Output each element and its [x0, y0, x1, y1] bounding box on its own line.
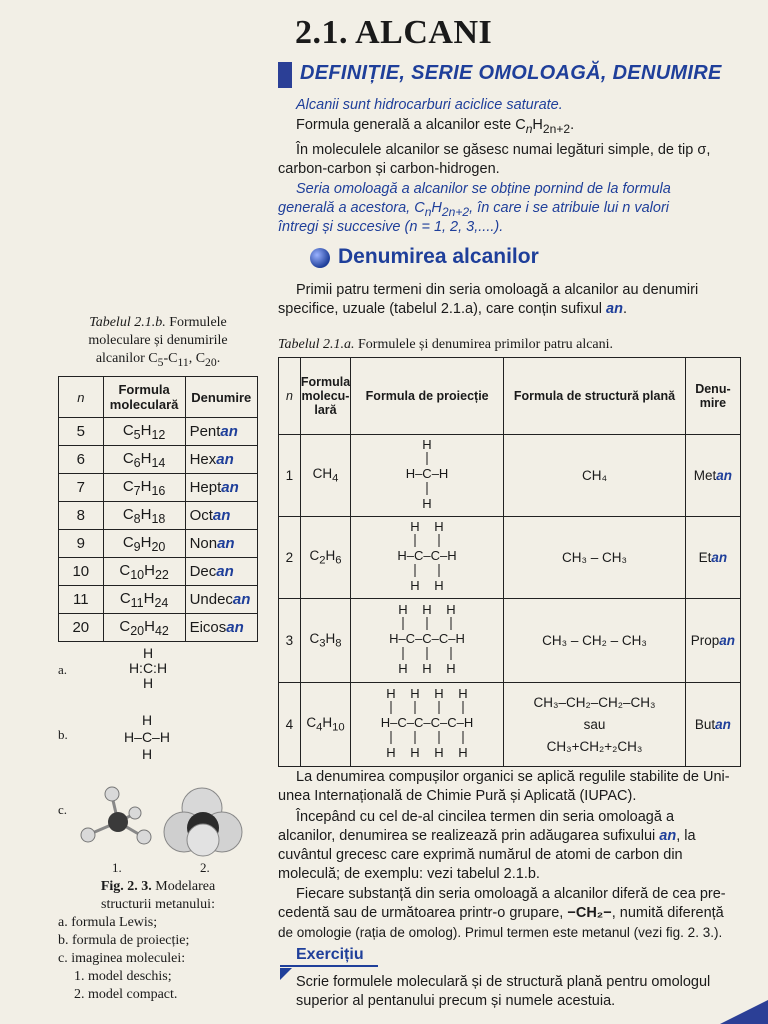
diff-line-3: de omologie (rația de omolog). Primul termen este metanul (vezi fig. 2. 3.).	[278, 925, 723, 940]
projection-formula	[351, 517, 504, 599]
row-molecular-formula: $C_5H_{12}$	[103, 418, 185, 446]
bullet-icon	[310, 248, 330, 268]
naming-line-3: cuvântul grecesc care exprimă numărul de atomi de carbon din	[278, 847, 683, 863]
row-name: Metan	[685, 435, 740, 517]
model-number-1: 1.	[112, 860, 122, 875]
table-row	[279, 435, 741, 517]
row-molecular-formula: $C_2H_6$	[300, 517, 350, 599]
series-line-2: generală a acestora, $C_nH_{2n+2}$, în care i se atribuie lui n valori	[278, 200, 669, 219]
table-row	[59, 474, 258, 502]
svg-text:H: H	[398, 661, 408, 676]
svg-text:H: H	[422, 602, 432, 617]
space-filling-model	[164, 788, 242, 856]
lewis-formula: H H:C:H H	[128, 645, 168, 691]
definition-text: Alcanii sunt hidrocarburi aciclice saturate.	[296, 97, 563, 113]
table-row	[279, 599, 741, 683]
exercise-underline	[280, 965, 378, 967]
fig-label-a: a.	[58, 662, 68, 677]
svg-text:H: H	[386, 745, 396, 760]
svg-text:H: H	[386, 686, 396, 701]
projection-formula: H H–C–H H	[124, 712, 170, 762]
svg-text:H: H	[410, 686, 420, 701]
model-number-2: 2.	[200, 860, 210, 875]
row-name: Decan	[185, 558, 257, 586]
row-n: 8	[59, 502, 104, 530]
naming-line-2: alcanilor, denumirea se realizează prin adăugarea sufixului an, la	[278, 828, 696, 844]
table-row	[59, 418, 258, 446]
row-name: Octan	[185, 502, 257, 530]
table-a	[278, 357, 741, 767]
header-name: Denu- mire	[685, 358, 740, 435]
general-formula: Formula generală a alcanilor este $C_nH_{2n+2}$.	[296, 117, 575, 136]
header-formula: Formula moleculară	[103, 377, 185, 418]
svg-text:H: H	[398, 602, 408, 617]
series-line-3: întregi și succesive (n = 1, 2, 3,....).	[278, 219, 504, 235]
row-name: Hexan	[185, 446, 257, 474]
row-molecular-formula: $C_4H_{10}$	[300, 683, 350, 767]
figure-caption: Fig. 2. 3. Modelarea structurii metanului: a. formula Lewis; b. formula de proiecție; c. imaginea moleculei: 1. model deschis; 2. model compact.	[58, 879, 216, 1002]
row-n: 1	[279, 435, 301, 517]
svg-text:H–C–C–C–C–H: H–C–C–C–C–H	[380, 715, 474, 730]
header-molecular-formula: Formula molecu- lară	[300, 358, 350, 435]
row-name: Undecan	[185, 586, 257, 614]
row-n: 10	[59, 558, 104, 586]
row-structure: CH₃–CH₂–CH₂–CH₃ sau CH₃+CH₂+₂CH₃	[504, 683, 686, 767]
bonds-line-2: carbon-carbon și carbon-hidrogen.	[278, 161, 500, 177]
row-structure: CH₃ – CH₃	[504, 517, 686, 599]
iupac-line-1: La denumirea compușilor organici se aplică regulile stabilite de Uni-	[296, 769, 730, 785]
svg-text:H: H	[410, 745, 420, 760]
svg-text:H: H	[422, 661, 432, 676]
table-b-header	[59, 377, 258, 418]
fig-label-c: c.	[58, 802, 68, 817]
row-n: 20	[59, 614, 104, 642]
row-structure: CH₃ – CH₂ – CH₃	[504, 599, 686, 683]
row-molecular-formula: $C_9H_{20}$	[103, 530, 185, 558]
intro-line-1: Primii patru termeni din seria omoloagă a alcanilor au denumiri	[296, 282, 699, 298]
page-corner-mark	[720, 1000, 768, 1024]
naming-line-1: Începând cu cel de-al cincilea termen din seria omoloagă a	[296, 809, 675, 825]
table-row	[59, 614, 258, 642]
subsection-title: Denumirea alcanilor	[338, 245, 539, 268]
row-molecular-formula: $C_{10}H_{22}$	[103, 558, 185, 586]
svg-text:H–C–C–H: H–C–C–H	[397, 548, 457, 563]
svg-text:H: H	[422, 496, 432, 511]
svg-text:H: H	[410, 519, 420, 534]
header-projection: Formula de proiecție	[351, 358, 504, 435]
row-name: Nonan	[185, 530, 257, 558]
svg-text:H: H	[458, 745, 468, 760]
header-n: n	[59, 377, 104, 418]
table-b	[58, 376, 258, 642]
page-title: 2.1. ALCANI	[295, 14, 493, 51]
row-n: 4	[279, 683, 301, 767]
projection-formula	[351, 683, 504, 767]
row-molecular-formula: $CH_4$	[300, 435, 350, 517]
svg-text:H: H	[434, 578, 444, 593]
ethane-projection-drawing	[351, 517, 503, 595]
row-n: 6	[59, 446, 104, 474]
header-name: Denumire	[185, 377, 257, 418]
table-row	[279, 683, 741, 767]
row-molecular-formula: $C_6H_{14}$	[103, 446, 185, 474]
intro-line-2: specifice, uzuale (tabelul 2.1.a), care conțin sufixul an.	[278, 301, 627, 317]
table-row	[59, 530, 258, 558]
svg-text:H: H	[458, 686, 468, 701]
row-n: 11	[59, 586, 104, 614]
table-row	[279, 517, 741, 599]
svg-text:H: H	[410, 578, 420, 593]
svg-text:H–C–H: H–C–H	[405, 466, 449, 481]
row-n: 5	[59, 418, 104, 446]
iupac-line-2: unea Internațională de Chimie Pură și Aplicată (IUPAC).	[278, 788, 637, 804]
row-structure: CH₄	[504, 435, 686, 517]
section-bar	[278, 62, 292, 88]
svg-text:H: H	[446, 661, 456, 676]
exercise-title: Exercițiu	[296, 946, 364, 963]
row-molecular-formula: $C_{11}H_{24}$	[103, 586, 185, 614]
table-b-caption: Tabelul 2.1.b. Formulele moleculare și denumirile alcanilor $C_5-C_{11}$, $C_{20}$.	[88, 315, 228, 369]
butane-projection-drawing	[351, 683, 503, 763]
row-name: Heptan	[185, 474, 257, 502]
svg-text:H: H	[434, 519, 444, 534]
series-line-1: Seria omoloagă a alcanilor se obține pornind de la formula	[296, 181, 671, 197]
ball-and-stick-model	[81, 787, 151, 844]
exercise-line-1: Scrie formulele moleculară și de structură plană pentru omologul	[296, 974, 711, 990]
row-n: 9	[59, 530, 104, 558]
projection-formula	[351, 435, 504, 517]
row-name: Pentan	[185, 418, 257, 446]
row-molecular-formula: $C_7H_{16}$	[103, 474, 185, 502]
methane-projection-drawing	[351, 435, 503, 513]
exercise-corner-mark	[280, 968, 292, 980]
svg-text:H: H	[434, 745, 444, 760]
header-n: n	[279, 358, 301, 435]
row-molecular-formula: $C_{20}H_{42}$	[103, 614, 185, 642]
svg-text:H: H	[446, 602, 456, 617]
exercise-line-2: superior al pentanului precum și numele acestuia.	[296, 993, 616, 1009]
section-title: DEFINIȚIE, SERIE OMOLOAGĂ, DENUMIRE	[300, 62, 722, 84]
propane-projection-drawing	[351, 599, 503, 679]
row-name: Propan	[685, 599, 740, 683]
svg-text:H: H	[422, 437, 432, 452]
diff-line-2: cedentă sau de următoarea printr-o grupare, −CH₂−, numită diferență	[278, 905, 724, 921]
bonds-line-1: În moleculele alcanilor se găsesc numai legături simple, de tip σ,	[296, 142, 711, 158]
svg-text:H: H	[434, 686, 444, 701]
methane-models-image	[72, 780, 252, 860]
table-a-caption: Tabelul 2.1.a. Formulele și denumirea primilor patru alcani.	[278, 337, 614, 352]
fig-label-b: b.	[58, 727, 68, 742]
row-name: Butan	[685, 683, 740, 767]
table-row	[59, 558, 258, 586]
row-n: 2	[279, 517, 301, 599]
table-row	[59, 586, 258, 614]
table-row	[59, 446, 258, 474]
diff-line-1: Fiecare substanță din seria omoloagă a alcanilor diferă de cea pre-	[296, 886, 726, 902]
row-name: Eicosan	[185, 614, 257, 642]
projection-formula	[351, 599, 504, 683]
row-n: 7	[59, 474, 104, 502]
svg-text:H–C–C–C–H: H–C–C–C–H	[389, 631, 466, 646]
table-a-header	[279, 358, 741, 435]
naming-line-4: moleculă; de exemplu: vezi tabelul 2.1.b.	[278, 866, 540, 882]
row-n: 3	[279, 599, 301, 683]
row-molecular-formula: $C_8H_{18}$	[103, 502, 185, 530]
table-row	[59, 502, 258, 530]
row-molecular-formula: $C_3H_8$	[300, 599, 350, 683]
row-name: Etan	[685, 517, 740, 599]
header-structure: Formula de structură plană	[504, 358, 686, 435]
